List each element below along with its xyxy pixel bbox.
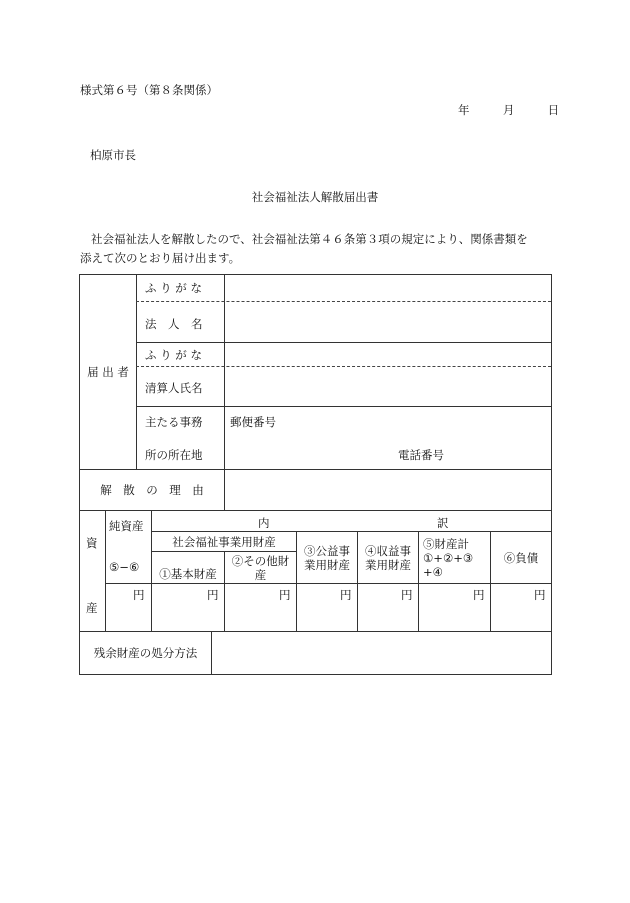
form-number: 様式第６号（第８条関係） (80, 83, 218, 97)
col-public-interest (297, 532, 357, 583)
corp-name-field[interactable] (225, 302, 551, 342)
col-public-interest-line1: ③公益事 (304, 543, 350, 558)
welfare-group-header: 社会福祉事業用財産 (172, 534, 276, 549)
date-year: 年 (458, 103, 470, 117)
date-month: 月 (502, 103, 515, 117)
postal-code-label: 郵便番号 (230, 415, 276, 429)
liabilities-amount[interactable] (491, 584, 551, 631)
col-total (419, 532, 490, 583)
assets-label-bottom: 産 (86, 601, 98, 615)
office-label-line2: 所の所在地 (145, 448, 203, 462)
date-line (458, 102, 559, 118)
col-basic-assets: ①基本財産 (159, 567, 217, 581)
col-other-assets-line1: ②その他財 (231, 553, 290, 568)
liquidator-field[interactable] (225, 367, 551, 406)
disposal-field[interactable] (212, 632, 551, 674)
yen-unit: 円 (207, 588, 219, 602)
liquidator-label: 清算人氏名 (145, 381, 203, 395)
col-revenue-line2: 業用財産 (365, 557, 411, 572)
col-public-interest-line2: 業用財産 (304, 557, 350, 572)
yen-unit: 円 (279, 588, 291, 602)
net-assets-amount[interactable] (106, 584, 151, 631)
intro-line-1: 社会福祉法人を解散したので、社会福祉法第４６条第３項の規定により、関係書類を (91, 232, 528, 246)
furigana-field-2[interactable] (225, 343, 551, 366)
yen-unit: 円 (133, 588, 145, 602)
col-revenue-line1: ④収益事 (365, 543, 411, 558)
yen-unit: 円 (534, 588, 546, 602)
col-other-assets (225, 552, 296, 583)
col-revenue (358, 532, 418, 583)
col-total-line1: ⑤財産計 (423, 536, 469, 551)
col-liabilities: ⑥負債 (503, 550, 539, 565)
intro-text (80, 230, 555, 268)
total-amount[interactable] (419, 584, 490, 631)
other-assets-amount[interactable] (225, 584, 296, 631)
corp-name-label: 法 人 名 (145, 317, 203, 331)
col-total-line3: +④ (423, 564, 443, 579)
basic-assets-amount[interactable] (152, 584, 224, 631)
reason-label: 解 散 の 理 由 (100, 483, 204, 497)
furigana-label-1: ふ り が な (145, 281, 202, 295)
col-other-assets-line2: 産 (254, 567, 267, 582)
furigana-label-2: ふ り が な (145, 348, 202, 362)
intro-line-2: 添えて次のとおり届け出ます。 (80, 251, 241, 265)
assets-label-top: 資 (86, 536, 98, 550)
date-day: 日 (547, 103, 560, 117)
addressee: 柏原市長 (90, 148, 136, 162)
revenue-amount[interactable] (358, 584, 418, 631)
public-interest-amount[interactable] (297, 584, 357, 631)
net-assets-formula: ⑤−⑥ (109, 560, 140, 574)
document-title: 社会福祉法人解散届出書 (251, 190, 379, 204)
yen-unit: 円 (473, 588, 485, 602)
yen-unit: 円 (401, 588, 413, 602)
notifier-label: 届 出 者 (87, 365, 129, 379)
office-label-line1: 主たる事務 (145, 415, 203, 429)
phone-label: 電話番号 (398, 448, 444, 462)
furigana-field-1[interactable] (225, 275, 551, 301)
col-total-line2: ①+②+③ (423, 550, 474, 565)
disposal-label: 残余財産の処分方法 (93, 646, 198, 660)
yen-unit: 円 (340, 588, 352, 602)
breakdown-right: 訳 (437, 516, 449, 530)
breakdown-left: 内 (258, 516, 270, 530)
reason-field[interactable] (225, 470, 551, 510)
net-assets-label: 純資産 (109, 519, 144, 533)
